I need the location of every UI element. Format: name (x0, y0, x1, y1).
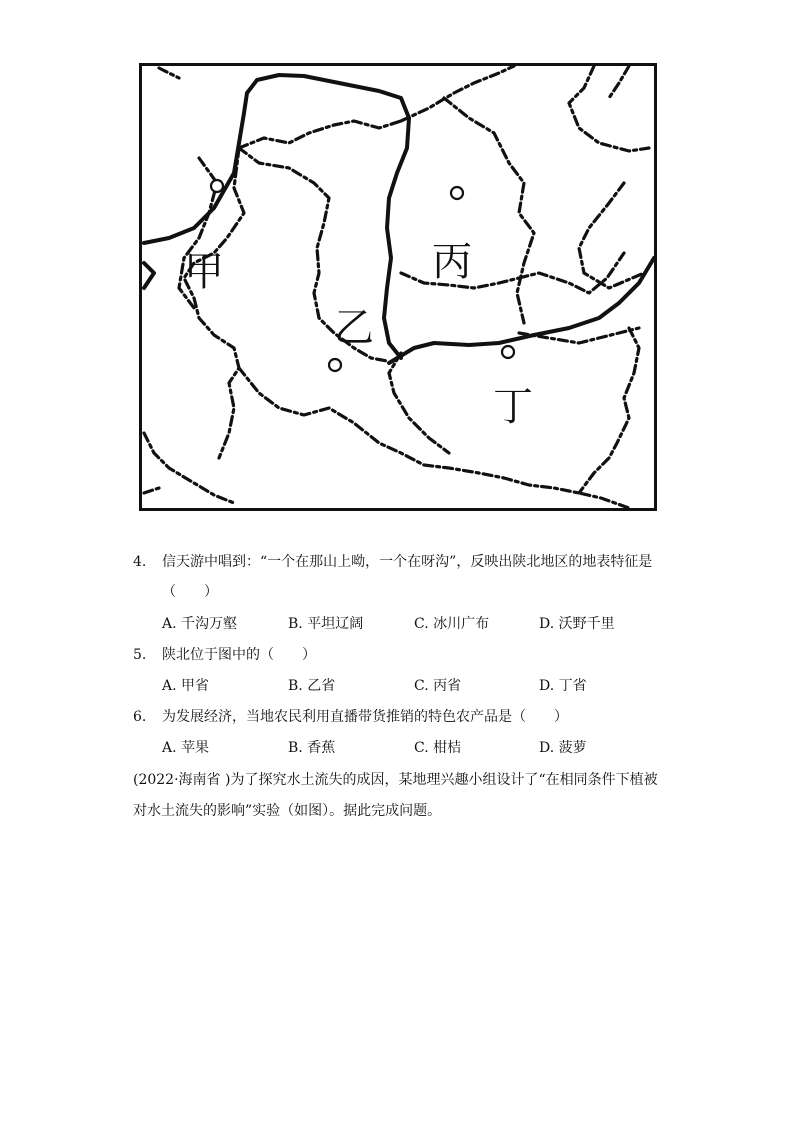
question-number: 4. (133, 554, 147, 570)
label-ding: 丁 (493, 384, 533, 430)
option-a: A. 千沟万壑 (162, 616, 238, 632)
province-map-figure (139, 63, 657, 511)
question-text: 为发展经济，当地农民利用直播带货推销的特色农产品是（ ） (162, 709, 568, 725)
capital-ding-marker (502, 346, 514, 358)
label-bing: 丙 (432, 239, 472, 285)
question-text: 陕北位于图中的（ ） (162, 647, 316, 663)
yellow-river (144, 75, 654, 363)
question-5 (0, 645, 794, 665)
option-c: C. 冰川广布 (414, 616, 490, 632)
option-b: B. 平坦辽阔 (288, 616, 364, 632)
question-4 (0, 552, 794, 572)
option-c: C. 柑桔 (414, 740, 462, 756)
option-d: D. 沃野千里 (539, 616, 615, 632)
question-6 (0, 707, 794, 727)
intro-line-2: 对水土流失的影响”实验（如图）。据此完成问题。 (133, 803, 442, 819)
option-c: C. 丙省 (414, 678, 462, 694)
capital-yi-marker (329, 359, 341, 371)
label-yi: 乙 (334, 305, 374, 351)
intro-line-1: (2022·海南省 )为了探究水土流失的成因，某地理兴趣小组设计了“在相同条件下植被 (133, 772, 658, 788)
capital-bing-marker (451, 187, 463, 199)
label-jia: 甲 (184, 249, 224, 295)
question-text: 信天游中唱到：“一个在那山上呦，一个在呀沟”，反映出陕北地区的地表特征是 (162, 554, 653, 570)
question-number: 5. (133, 647, 147, 663)
capital-jia-marker (211, 180, 223, 192)
question-4-continuation: （ ） (162, 584, 218, 600)
option-d: D. 菠萝 (539, 740, 587, 756)
province-map (139, 63, 657, 511)
option-b: B. 乙省 (288, 678, 336, 694)
option-a: A. 甲省 (162, 678, 210, 694)
option-b: B. 香蕉 (288, 740, 336, 756)
question-number: 6. (133, 709, 147, 725)
option-d: D. 丁省 (539, 678, 587, 694)
option-a: A. 苹果 (162, 740, 210, 756)
